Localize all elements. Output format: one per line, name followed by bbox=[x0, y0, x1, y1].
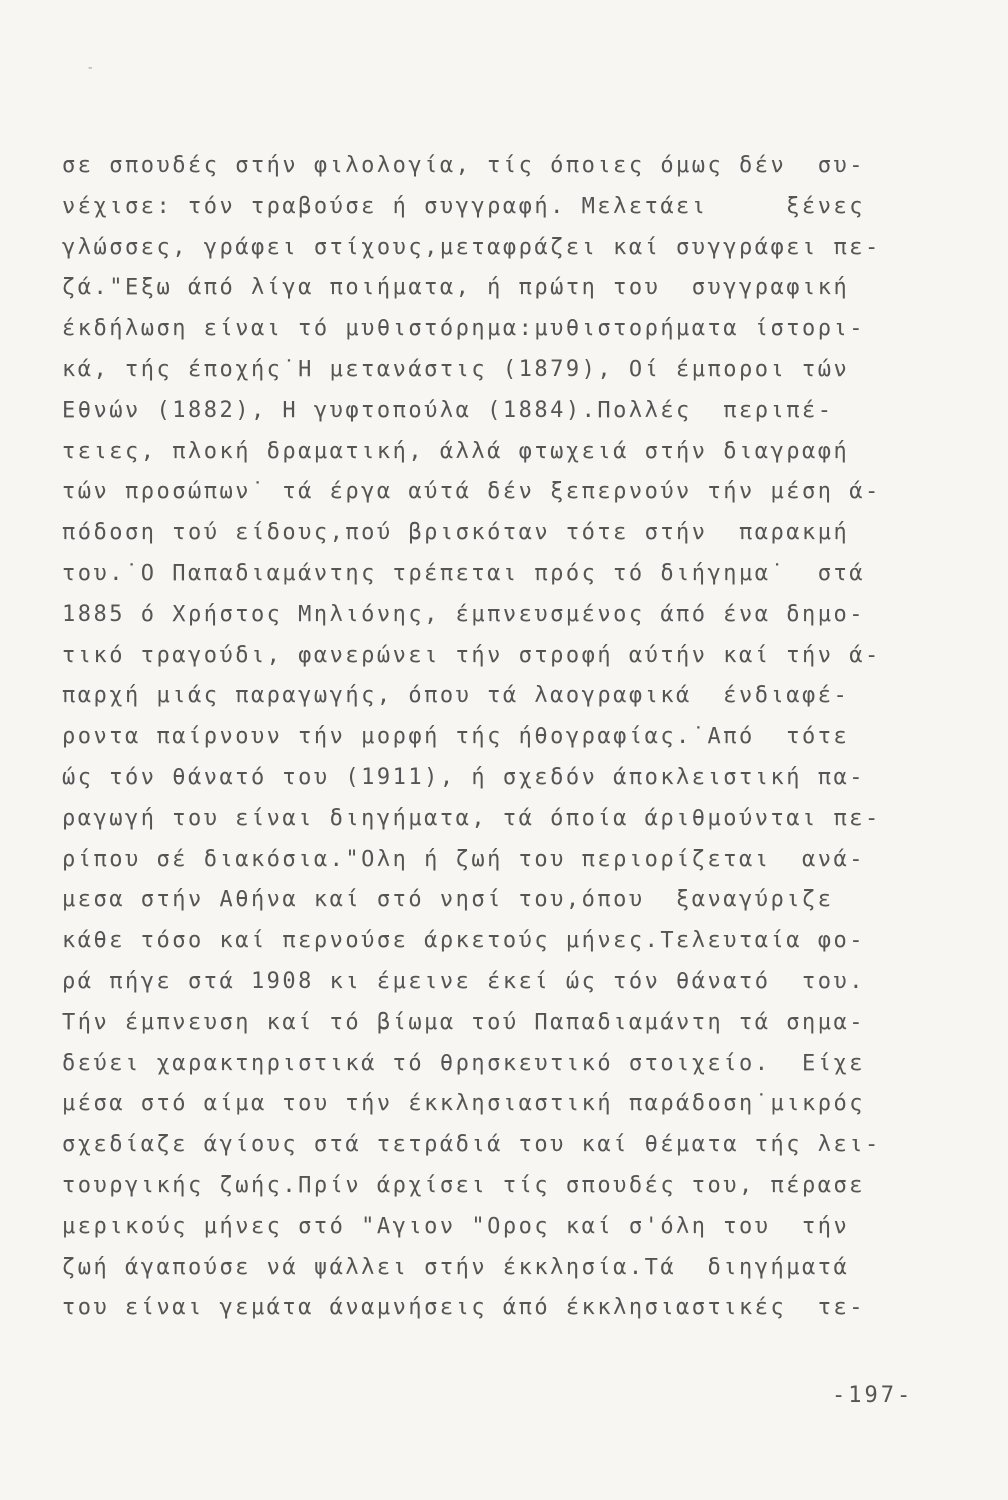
text-line: σε σπουδές στήν φιλολογία, τίς όποιες όμως δέν συ- bbox=[62, 153, 866, 178]
text-line: Τήν έμπνευση καί τό βίωμα τού Παπαδιαμάντη τά σημα- bbox=[62, 1009, 866, 1035]
text-line: σχεδίαζε άγίους στά τετράδιά του καί θέματα τής λει- bbox=[62, 1132, 881, 1158]
text-line: πόδοση τού είδους,πού βρισκόταν τότε στήν παρακμή bbox=[62, 520, 850, 546]
text-line: 1885 ό Χρήστος Μηλιόνης, έμπνευσμένος άπό ένα δημο- bbox=[62, 601, 866, 627]
text-line: τικό τραγούδι, φανερώνει τήν στροφή αύτήν καί τήν ά- bbox=[62, 642, 881, 668]
text-line: κά, τής έποχής˙Η μετανάστις (1879), Οί έμποροι τών bbox=[62, 356, 850, 382]
text-line: γλώσσες, γράφει στίχους,μεταφράζει καί συγγράφει πε- bbox=[62, 234, 881, 260]
margin-mark: - bbox=[86, 60, 95, 76]
text-line: ώς τόν θάνατό του (1911), ή σχεδόν άποκλειστική πα- bbox=[62, 764, 866, 790]
text-line: τών προσώπων˙ τά έργα αύτά δέν ξεπερνούν τήν μέση ά- bbox=[62, 479, 881, 505]
text-line: του.˙Ο Παπαδιαμάντης τρέπεται πρός τό διήγημα˙ στά bbox=[62, 560, 866, 586]
text-line: ρά πήγε στά 1908 κι έμεινε έκεί ώς τόν θάνατό του. bbox=[62, 968, 866, 994]
page-number: -197- bbox=[832, 1383, 914, 1408]
text-line: δεύει χαρακτηριστικά τό θρησκευτικό στοιχείο. Είχε bbox=[62, 1050, 866, 1076]
text-line: έκδήλωση είναι τό μυθιστόρημα:μυθιστορήματα ίστορι- bbox=[62, 316, 866, 342]
text-line: ρίπου σέ διακόσια."Ολη ή ζωή του περιορίζεται ανά- bbox=[62, 846, 866, 872]
text-line: παρχή μιάς παραγωγής, όπου τά λαογραφικά ένδιαφέ- bbox=[62, 683, 850, 709]
text-line: ροντα παίρνουν τήν μορφή τής ήθογραφίας.˙Από τότε bbox=[62, 724, 850, 750]
text-line: τουργικής ζωής.Πρίν άρχίσει τίς σπουδές του, πέρασε bbox=[62, 1172, 866, 1198]
text-line: τειες, πλοκή δραματική, άλλά φτωχειά στήν διαγραφή bbox=[62, 438, 850, 464]
text-line: ζωή άγαπούσε νά ψάλλει στήν έκκλησία.Τά διηγήματά bbox=[62, 1254, 850, 1280]
text-line: ζά."Εξω άπό λίγα ποιήματα, ή πρώτη του συγγραφική bbox=[62, 275, 850, 301]
text-body bbox=[62, 146, 942, 1329]
text-line: μέσα στό αίμα του τήν έκκλησιαστική παράδοση˙μικρός bbox=[62, 1091, 866, 1117]
text-line: μεσα στήν Αθήνα καί στό νησί του,όπου ξαναγύριζε bbox=[62, 887, 834, 913]
text-line: κάθε τόσο καί περνούσε άρκετούς μήνες.Τελευταία φο- bbox=[62, 928, 866, 954]
text-line: μερικούς μήνες στό "Αγιον "Ορος καί σ'όλη του τήν bbox=[62, 1213, 850, 1239]
text-line: Εθνών (1882), Η γυφτοπούλα (1884).Πολλές περιπέ- bbox=[62, 397, 834, 423]
text-line: του είναι γεμάτα άναμνήσεις άπό έκκλησιαστικές τε- bbox=[62, 1295, 866, 1321]
text-line: ραγωγή του είναι διηγήματα, τά όποία άριθμούνται πε- bbox=[62, 805, 881, 831]
text-line: νέχισε: τόν τραβούσε ή συγγραφή. Μελετάει ξένες bbox=[62, 193, 866, 219]
